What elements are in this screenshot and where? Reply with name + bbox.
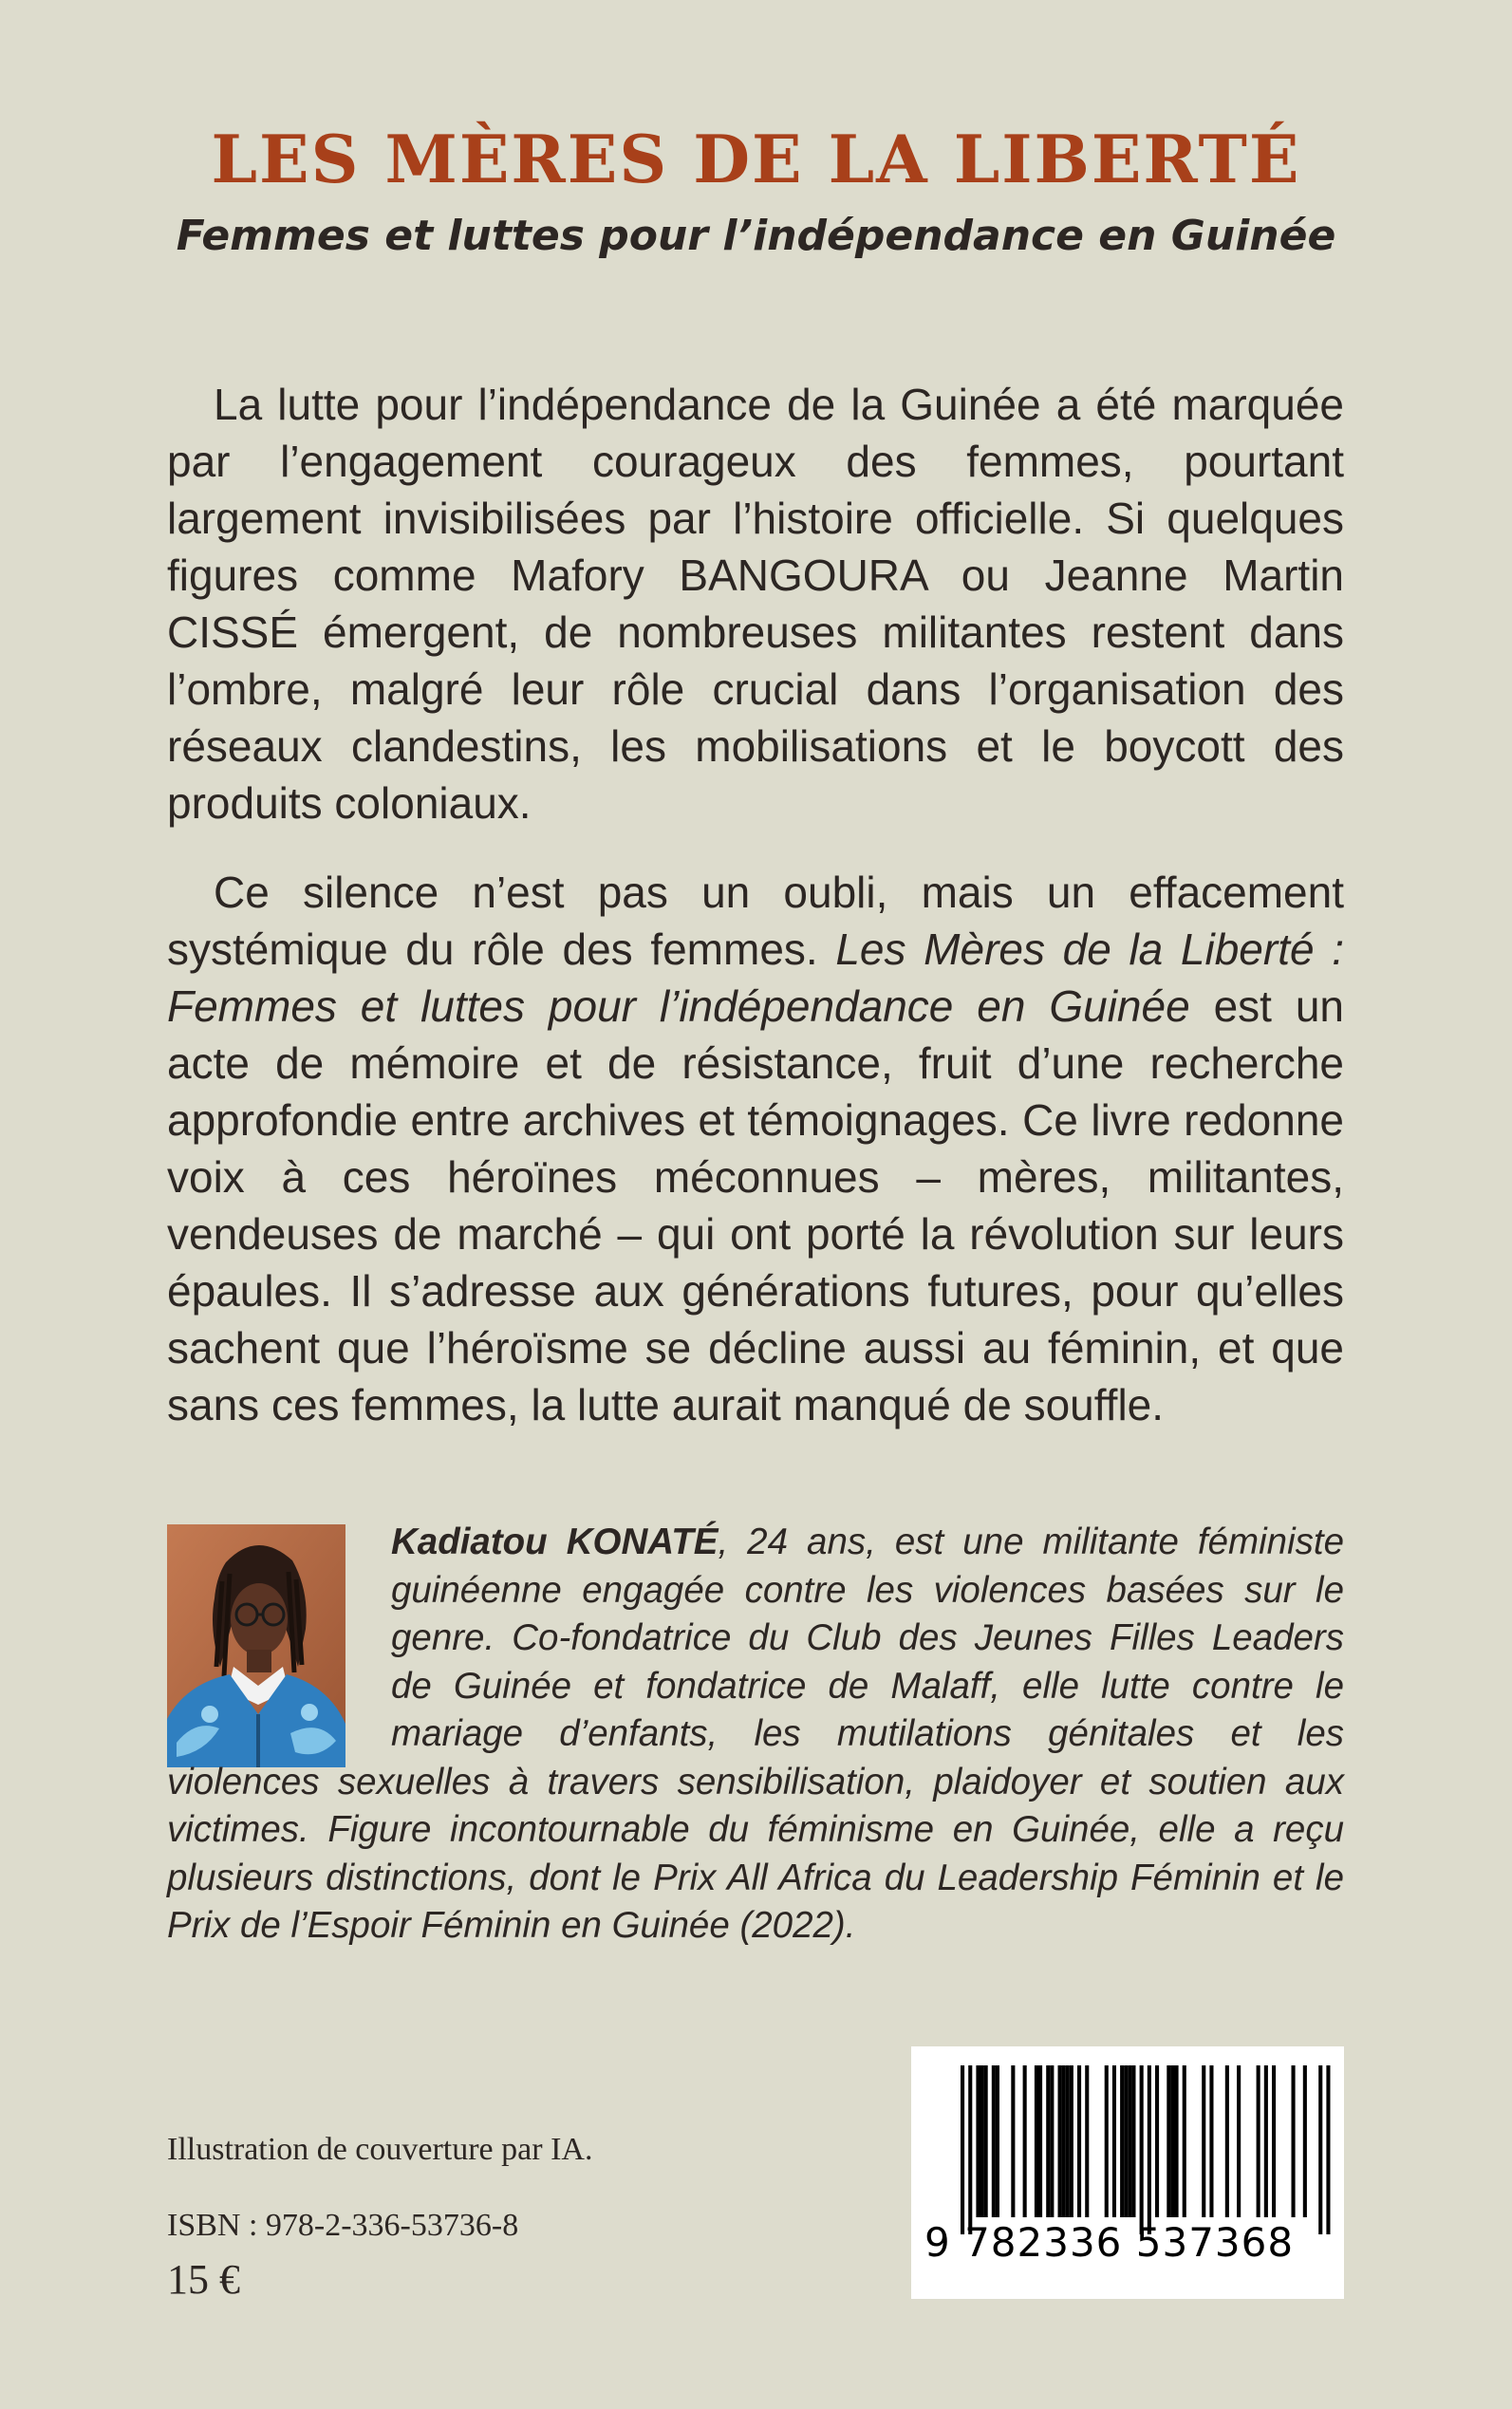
barcode-bar — [1058, 2065, 1062, 2217]
price: 15 € — [167, 2256, 240, 2303]
barcode-bar — [1326, 2065, 1330, 2234]
blurb-p2-start: Ce silence n’est pas un oubli, mais un effacement systémique du rôle des femmes. — [167, 868, 1344, 974]
barcode-bar — [1183, 2065, 1186, 2217]
barcode — [911, 2046, 1344, 2299]
barcode-bar — [1077, 2065, 1081, 2217]
isbn: ISBN : 978-2-336-53736-8 — [167, 2208, 519, 2243]
barcode-bar — [961, 2065, 964, 2234]
blurb-paragraph-1: La lutte pour l’indépendance de la Guinée a été marquée par l’engagement courageux des femmes, pourtant largement invisibilisées par l’histoire officielle. Si quelques figures comme Mafory BANGOURA ou Jeanne Martin CISSÉ émergent, de nombreuses militantes restent dans l’ombre, malgré leur rôle crucial dans l’organisation des réseaux clandestins, les mobilisations et le boycott des produits coloniaux. — [167, 380, 1344, 828]
barcode-bar — [1303, 2065, 1307, 2217]
barcode-bar — [1011, 2065, 1015, 2217]
barcode-bar — [1257, 2065, 1260, 2217]
barcode-bar — [968, 2065, 972, 2234]
barcode-bar — [1209, 2065, 1213, 2217]
portrait-spacer — [167, 1519, 391, 1758]
barcode-bar — [1272, 2065, 1276, 2217]
cover-credit: Illustration de couverture par IA. — [167, 2132, 593, 2167]
barcode-bar — [1120, 2065, 1124, 2217]
barcode-bar — [1046, 2065, 1050, 2217]
blurb-paragraph-2 — [167, 864, 1344, 1433]
blurb-p2-end: est un acte de mémoire et de résistance, fruit d’une recherche approfondie entre archives et témoignages. Ce livre redonne voix à ces héroïnes méconnues – mères, militantes, vendeuses de marché – qui ont porté la révolution sur leurs épaules. Il s’adresse aux générations futures, pour qu’elles sachent que l’héroïsme se décline aussi au féminin, et que sans ces femmes, la lutte aurait manqué de souffle. — [167, 981, 1344, 1429]
barcode-bar — [1170, 2065, 1174, 2217]
barcode-bar — [1131, 2065, 1135, 2217]
book-title: LES MÈRES DE LA LIBERTÉ — [211, 121, 1301, 198]
barcode-bar — [1062, 2065, 1066, 2217]
barcode-bar — [976, 2065, 980, 2217]
barcode-bar — [1264, 2065, 1268, 2217]
author-bio — [167, 1519, 1344, 1951]
barcode-bar — [1155, 2065, 1159, 2217]
barcode-digits: 9 782336 537368 — [924, 2219, 1295, 2266]
author-name: Kadiatou KONATÉ — [391, 1522, 719, 1562]
barcode-bar — [1085, 2065, 1089, 2217]
barcode-bar — [980, 2065, 984, 2217]
barcode-bar — [1070, 2065, 1073, 2217]
barcode-bar — [1318, 2065, 1322, 2234]
barcode-bar — [1167, 2065, 1170, 2217]
barcode-bar — [1050, 2065, 1054, 2217]
barcode-bar — [984, 2065, 988, 2217]
barcode-bar — [1225, 2065, 1229, 2217]
barcode-bar — [1202, 2065, 1205, 2217]
barcode-bar — [1292, 2065, 1296, 2217]
barcode-bars — [911, 2046, 1344, 2236]
barcode-bar — [1237, 2065, 1241, 2217]
barcode-bar — [1035, 2065, 1038, 2217]
barcode-bar — [1148, 2065, 1151, 2234]
barcode-bar — [1175, 2065, 1179, 2217]
blurb-p2-book-title: Les Mères de la Liberté : Femmes et luttes pour l’indépendance en Guinée — [167, 924, 1344, 1031]
barcode-bar — [1112, 2065, 1116, 2217]
barcode-bar — [1066, 2065, 1070, 2217]
barcode-bar — [1023, 2065, 1027, 2217]
barcode-bar — [992, 2065, 996, 2217]
barcode-bar — [1105, 2065, 1109, 2217]
barcode-bar — [1124, 2065, 1128, 2217]
barcode-bar — [1140, 2065, 1144, 2234]
author-bio-text: , 24 ans, est une militante féministe guinéenne engagée contre les violences basées sur le genre. Co-fondatrice du Club des Jeunes Filles Leaders de Guinée et fondatrice de Malaff, elle lutte contre le mariage d’enfants, les mutilations génitales et les violences sexuelles à travers sensibilisation, plaidoyer et soutien aux victimes. Figure incontournable du féminisme en Guinée, elle a reçu plusieurs distinctions, dont le Prix All Africa du Leadership Féminin et le Prix de l’Espoir Féminin en Guinée (2022). — [167, 1522, 1344, 1946]
barcode-bar — [1038, 2065, 1042, 2217]
barcode-bar — [996, 2065, 999, 2217]
book-subtitle: Femmes et luttes pour l’indépendance en Guinée — [176, 212, 1336, 260]
barcode-bar — [1128, 2065, 1131, 2217]
